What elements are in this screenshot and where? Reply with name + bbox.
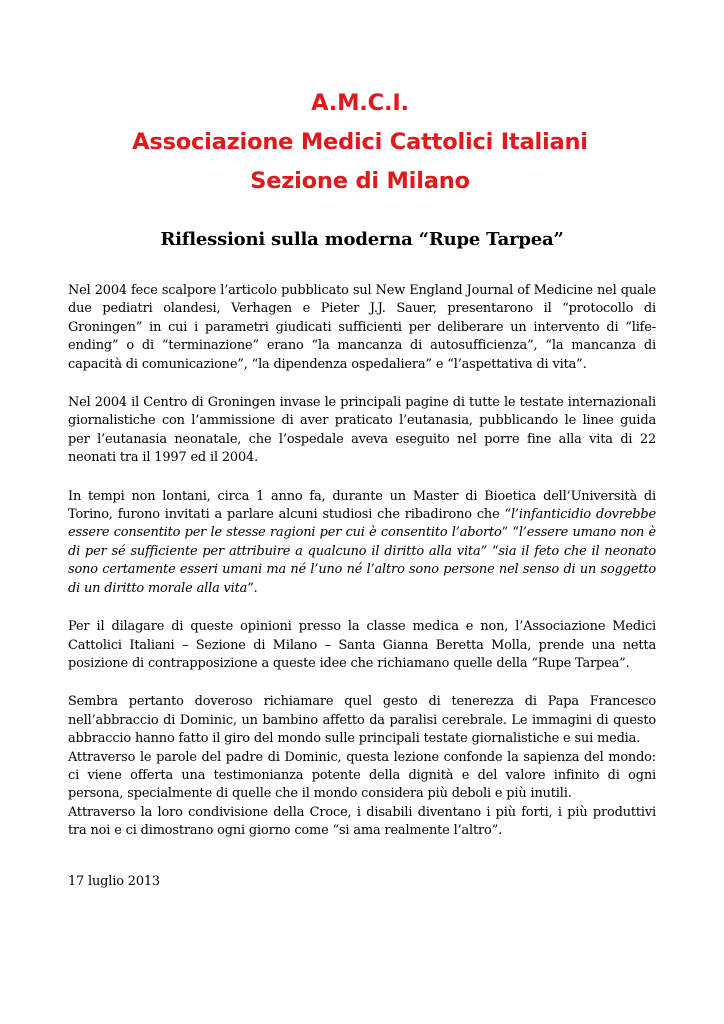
document-page — [68, 84, 656, 891]
p3-quote-1: l’infanticidio dovrebbe essere consentito per le stesse ragioni per cui è consentito l’aborto — [68, 507, 656, 541]
paragraph-groningen-protocol: Nel 2004 fece scalpore l’articolo pubblicato sul New England Journal of Medicine nel quale due pediatri olandesi, Verhagen e Pieter J.J. Sauer, presentarono il “protocollo di Groningen” in cui i parametri giudicati sufficienti per deliberare un intervento di “life-ending” o di “terminazione” erano “la mancanza di autosufficienza”, “la mancanza di capacità di comunicazione”, “la dipendenza ospedaliera” e “l’aspettativa di vita”. — [68, 283, 656, 372]
header-section-name: Sezione di Milano — [250, 168, 470, 194]
p3-separator-2: ” “ — [480, 543, 499, 559]
header-acronym: A.M.C.I. — [311, 90, 409, 116]
header-association-name: Associazione Medici Cattolici Italiani — [132, 129, 588, 155]
paragraph-amci-position: Per il dilagare di queste opinioni presso la classe medica e non, l’Associazione Medici Cattolici Italiani – Sezione di Milano – Santa Gianna Beretta Molla, prende una netta posizione di contrapposizione a queste idee che richiamano quelle della “Rupe Tarpea”. — [68, 619, 656, 671]
p3-intro-text: In tempi non lontani, circa 1 anno fa, durante un Master di Bioetica dell’Università di Torino, furono invitati a parlare alcuni studiosi che ribadirono che “ — [68, 488, 656, 523]
paragraph-groningen-center: Nel 2004 il Centro di Groningen invase le principali pagine di tutte le testate internazionali giornalistiche con l’ammissione di aver praticato l’eutanasia, pubblicando le linee guida per l’eutanasia neonatale, che l’ospedale aveva eseguito nel porre fine alla vita di 22 neonati tra il 1997 ed il 2004. — [68, 395, 656, 466]
paragraph-dominic-father: Attraverso le parole del padre di Dominic, questa lezione confonde la sapienza del mondo: ci viene offerta una testimonianza potente della dignità e del valore infinito di ogni persona, specialmente di quelle che il mondo considera più deboli e più inutili. — [68, 749, 656, 802]
p3-quote-2: l’essere umano non è di per sé sufficiente per attribuire a qualcuno il diritto alla vita — [68, 525, 657, 559]
p3-quote-3: sia il feto che il neonato sono certamente esseri umani ma né l’uno né l’altro sono persone nel senso di un soggetto di un diritto morale alla vita — [68, 543, 656, 596]
paragraph-disabled-cross: Attraverso la loro condivisione della Croce, i disabili diventano i più forti, i più produttivi tra noi e ci dimostrano ogni giorno come “si ama realmente l’altro”. — [68, 804, 656, 839]
paragraph-pope-francis: Sembra pertanto doveroso richiamare quel gesto di tenerezza di Papa Francesco nell’abbraccio di Dominic, un bambino affetto da paralisi cerebrale. Le immagini di questo abbraccio hanno fatto il giro del mondo sulle principali testate giornalistiche e sui media. — [68, 694, 656, 747]
document-date: 17 luglio 2013 — [68, 873, 160, 889]
document-title: Riflessioni sulla moderna “Rupe Tarpea” — [160, 229, 564, 250]
document-header — [64, 84, 656, 201]
p3-separator-1: ” “ — [501, 525, 519, 541]
paragraph-turin-master — [68, 488, 656, 598]
p3-end-text: ”. — [247, 580, 258, 596]
